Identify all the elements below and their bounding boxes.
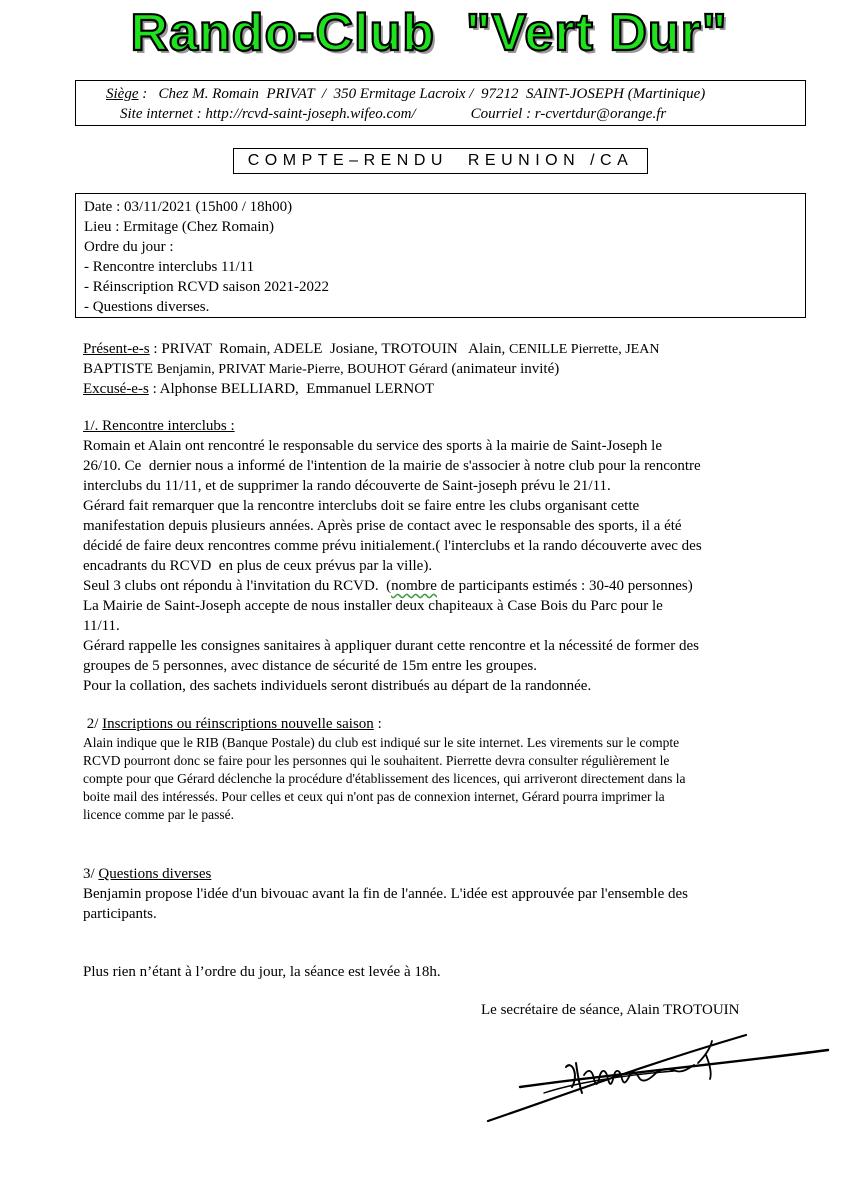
paragraph-line: interclubs du 11/11, et de supprimer la rando découverte de Saint-joseph prévu le 21/11.: [83, 478, 611, 494]
club-info-box: [75, 80, 806, 126]
paragraph-line: Gérard fait remarquer que la rencontre interclubs doit se faire entre les clubs organisant cette: [83, 498, 640, 514]
present-line-1: [83, 339, 659, 360]
section-number: 3/: [83, 866, 99, 882]
paragraph-line: 26/10. Ce dernier nous a informé de l'intention de la mairie de s'associer à notre club pour la rencontre: [83, 458, 701, 474]
paragraph-line: [83, 576, 693, 596]
email: Courriel : r-cvertdur@orange.fr: [470, 106, 667, 122]
present-line-2: [83, 359, 559, 380]
website: Site internet : http://rcvd-saint-joseph.wifeo.com/: [120, 106, 416, 122]
paragraph-line: RCVD pourront donc se faire pour les personnes qui le souhaitent. Pierrette devra consulter régulièrement le: [83, 753, 670, 768]
excused-line: [83, 379, 434, 399]
agenda-box: [75, 193, 806, 318]
siege-label: Siège: [106, 86, 139, 102]
excused-names: : Alphonse BELLIARD, Emmanuel LERNOT: [148, 381, 435, 397]
siege-text: : Chez M. Romain PRIVAT / 350 Ermitage Lacroix / 97212 SAINT-JOSEPH (Martinique): [138, 86, 706, 102]
present-names: CENILLE Pierrette, JEAN: [508, 342, 660, 357]
report-title: COMPTE–RENDU REUNION /CA: [233, 148, 648, 174]
paragraph-line: Romain et Alain ont rencontré le responsable du service des sports à la mairie de Saint-Joseph le: [83, 438, 663, 454]
spellcheck-word: nombre: [391, 578, 437, 594]
section-1-title: 1/. Rencontre interclubs :: [83, 418, 235, 434]
present-names: : PRIVAT Romain, ADELE Josiane, TROTOUIN Alain,: [149, 341, 509, 357]
agenda-item: - Réinscription RCVD saison 2021-2022: [84, 279, 329, 295]
section-heading: Inscriptions ou réinscriptions nouvelle saison: [102, 716, 374, 732]
closing-line: Plus rien n’étant à l’ordre du jour, la séance est levée à 18h.: [83, 964, 441, 980]
paragraph-line: Benjamin propose l'idée d'un bivouac avant la fin de l'année. L'idée est approuvée par l'ensemble des: [83, 886, 688, 902]
paragraph-line: Alain indique que le RIB (Banque Postale) du club est indiqué sur le site internet. Les virements sur le compte: [83, 735, 680, 750]
section-3-title: [83, 864, 211, 884]
signatory: Le secrétaire de séance, Alain TROTOUIN: [481, 1002, 740, 1018]
present-note: (animateur invité): [447, 361, 560, 377]
text-segment: de participants estimés : 30-40 personnes): [436, 578, 693, 594]
excused-label: Excusé-e-s: [83, 381, 149, 397]
meeting-date: Date : 03/11/2021 (15h00 / 18h00): [84, 199, 293, 215]
section-heading: Questions diverses: [98, 866, 212, 882]
paragraph-line: licence comme par le passé.: [83, 807, 235, 822]
agenda-item: - Questions diverses.: [84, 299, 210, 315]
paragraph-line: manifestation depuis plusieurs années. Après prise de contact avec le responsable des sports, il a été: [83, 518, 682, 534]
paragraph-line: 11/11.: [83, 618, 120, 634]
paragraph-line: décidé de faire deux rencontres comme prévu initialement.( l'interclubs et la rando découverte avec des: [83, 538, 702, 554]
present-label: Présent-e-s: [83, 341, 150, 357]
paragraph-line: La Mairie de Saint-Joseph accepte de nous installer deux chapiteaux à Case Bois du Parc pour le: [83, 598, 663, 614]
handwritten-signature: [484, 1025, 834, 1125]
paragraph-line: encadrants du RCVD en plus de ceux prévus par la ville).: [83, 558, 433, 574]
agenda-item: - Rencontre interclubs 11/11: [84, 259, 255, 275]
section-suffix: :: [373, 716, 382, 732]
present-names: Benjamin, PRIVAT Marie-Pierre, BOUHOT Gérard: [156, 362, 448, 377]
meeting-place: Lieu : Ermitage (Chez Romain): [84, 219, 274, 235]
text-segment: Seul 3 clubs ont répondu à l'invitation du RCVD. (: [83, 578, 392, 594]
paragraph-line: Gérard rappelle les consignes sanitaires à appliquer durant cette rencontre et la nécessité de former des: [83, 638, 699, 654]
section-number: 2/: [83, 716, 103, 732]
agenda-heading: Ordre du jour :: [84, 239, 174, 255]
paragraph-line: Pour la collation, des sachets individuels seront distribués au départ de la randonnée.: [83, 678, 592, 694]
paragraph-line: groupes de 5 personnes, avec distance de sécurité de 15m entre les groupes.: [83, 658, 538, 674]
paragraph-line: boite mail des intéressés. Pour celles et ceux qui n'ont pas de connexion internet, Gérard pourra imprimer la: [83, 789, 665, 804]
paragraph-line: participants.: [83, 906, 157, 922]
present-names: BAPTISTE: [83, 361, 157, 377]
contact-line: [120, 104, 666, 124]
siege-line: [106, 84, 705, 104]
paragraph-line: compte pour que Gérard déclenche la procédure d'établissement des licences, qui arriveront directement dans la: [83, 771, 686, 786]
section-2-title: [83, 714, 382, 734]
club-title: Rando-Club "Vert Dur": [130, 4, 728, 62]
